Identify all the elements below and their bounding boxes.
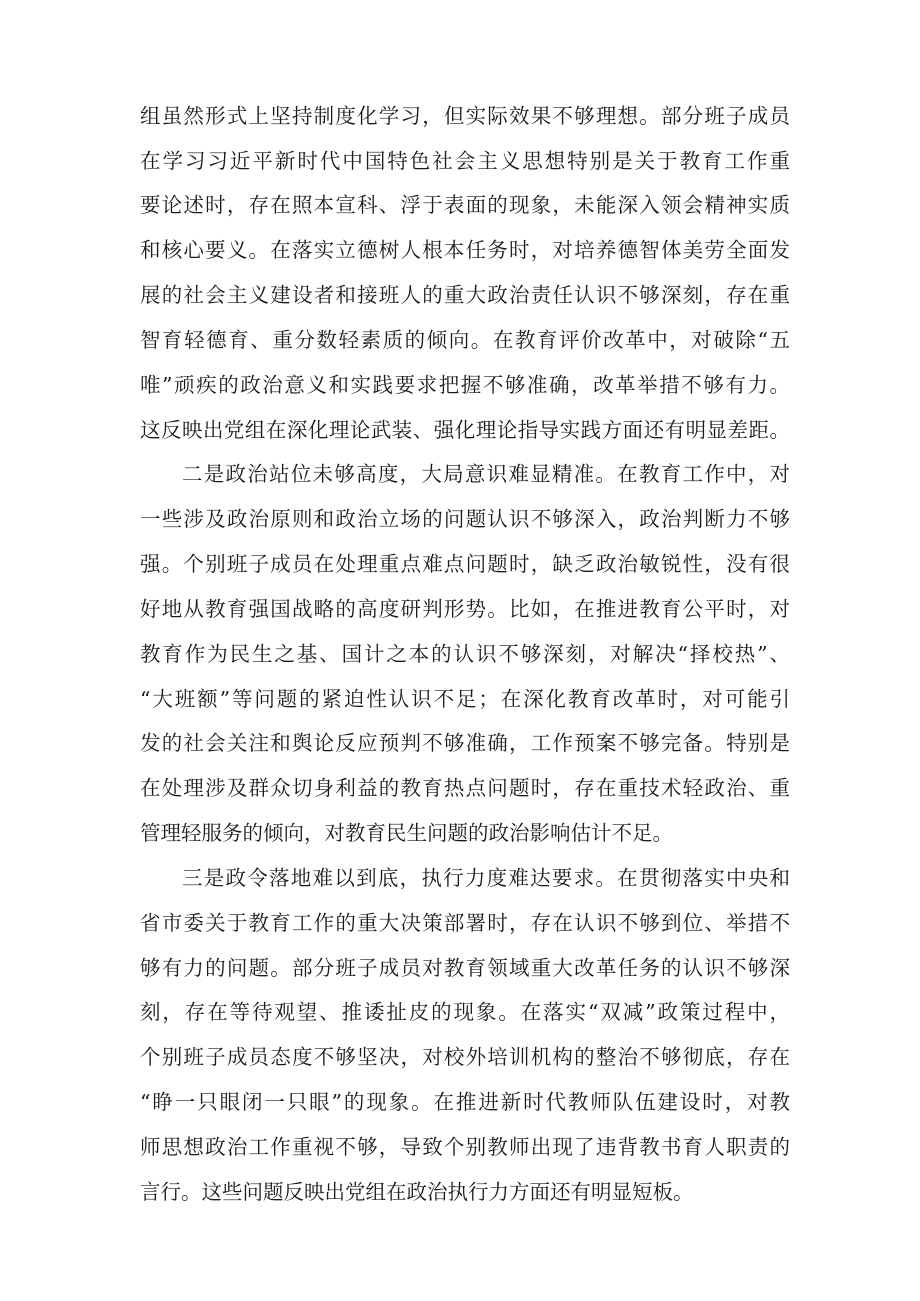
text-line: 在处理涉及群众切身利益的教育热点问题时，存在重技术轻政治、重 — [140, 776, 790, 800]
text-line: 刻，存在等待观望、推诿扯皮的现象。在落实“双减”政策过程中， — [140, 1000, 790, 1024]
text-line: 和核心要义。在落实立德树人根本任务时，对培养德智体美劳全面发 — [140, 238, 790, 262]
text-line: 省市委关于教育工作的重大决策部署时，存在认识不够到位、举措不 — [140, 911, 790, 935]
text-line: 发的社会关注和舆论反应预判不够准确，工作预案不够完备。特别是 — [140, 731, 790, 755]
text-line: 师思想政治工作重视不够，导致个别教师出现了违背教书育人职责的 — [140, 1135, 790, 1159]
text-line: 管理轻服务的倾向，对教育民生问题的政治影响估计不足。 — [140, 821, 673, 845]
text-line: 好地从教育强国战略的高度研判形势。比如，在推进教育公平时，对 — [140, 597, 790, 621]
text-line: “睁一只眼闭一只眼”的现象。在推进新时代教师队伍建设时，对教 — [140, 1090, 790, 1114]
text-line: 强。个别班子成员在处理重点难点问题时，缺乏政治敏锐性，没有很 — [140, 552, 790, 576]
text-line: 三是政令落地难以到底，执行力度难达要求。在贯彻落实中央和 — [182, 866, 790, 890]
text-line: 够有力的问题。部分班子成员对教育领域重大改革任务的认识不够深 — [140, 956, 790, 980]
text-line: 个别班子成员态度不够坚决，对校外培训机构的整治不够彻底，存在 — [140, 1045, 790, 1069]
text-line: 组虽然形式上坚持制度化学习，但实际效果不够理想。部分班子成员 — [140, 104, 790, 128]
text-line: 在学习习近平新时代中国特色社会主义思想特别是关于教育工作重 — [140, 149, 790, 173]
text-line: 教育作为民生之基、国计之本的认识不够深刻，对解决“择校热”、 — [140, 642, 790, 666]
text-line: 二是政治站位未够高度，大局意识难显精准。在教育工作中，对 — [182, 462, 790, 486]
text-line: 言行。这些问题反映出党组在政治执行力方面还有明显短板。 — [140, 1180, 694, 1204]
text-line: 唯”顽疾的政治意义和实践要求把握不够准确，改革举措不够有力。 — [140, 373, 790, 397]
text-line: 一些涉及政治原则和政治立场的问题认识不够深入，政治判断力不够 — [140, 507, 790, 531]
text-line: “大班额”等问题的紧迫性认识不足；在深化教育改革时，对可能引 — [140, 687, 790, 711]
text-line: 智育轻德育、重分数轻素质的倾向。在教育评价改革中，对破除“五 — [140, 328, 790, 352]
text-line: 展的社会主义建设者和接班人的重大政治责任认识不够深刻，存在重 — [140, 283, 790, 307]
text-line: 要论述时，存在照本宣科、浮于表面的现象，未能深入领会精神实质 — [140, 193, 790, 217]
text-line: 这反映出党组在深化理论武装、强化理论指导实践方面还有明显差距。 — [140, 418, 790, 442]
